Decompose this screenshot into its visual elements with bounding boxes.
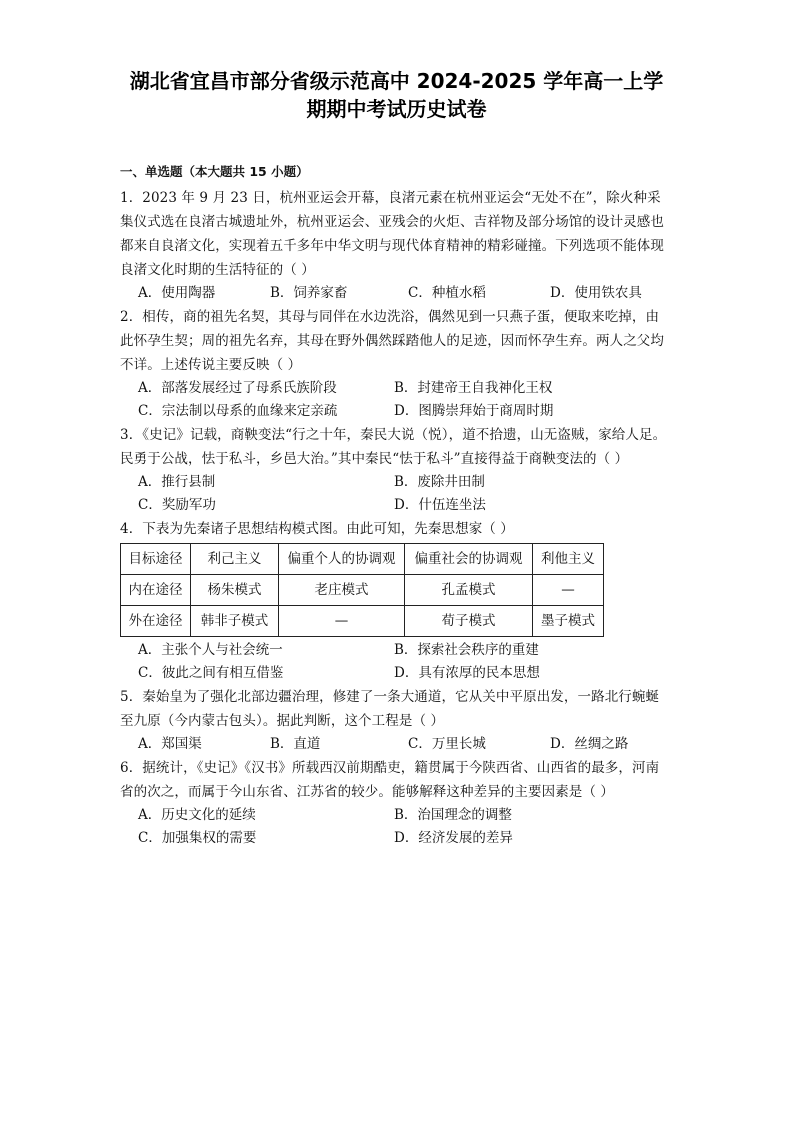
question-6 bbox=[120, 756, 672, 850]
option-d: D．经济发展的差异 bbox=[394, 830, 513, 846]
exam-title-line1: 湖北省宜昌市部分省级示范高中 2024-2025 学年高一上学 bbox=[129, 69, 664, 93]
table-cell: 内在途径 bbox=[121, 575, 191, 606]
question-stem: 3．《史记》记载，商鞅变法“行之十年，秦民大说（悦），道不拾遗，山无盗贼，家给人足。民勇于公战，怯于私斗，乡邑大治。”其中秦民“怯于私斗”直接得益于商鞅变法的（ ） bbox=[120, 427, 667, 467]
question-stem: 5．秦始皇为了强化北部边疆治理，修建了一条大通道，它从关中平原出发，一路北行蜿蜒至九原（今内蒙古包头）。据此判断，这个工程是（ ） bbox=[120, 689, 660, 729]
table-cell: 孔孟模式 bbox=[405, 575, 533, 606]
question-2 bbox=[120, 305, 672, 423]
option-c: C．加强集权的需要 bbox=[138, 830, 257, 846]
option-c: C．种植水稻 bbox=[408, 285, 486, 301]
table-cell: — bbox=[533, 575, 604, 606]
option-d: D．具有浓厚的民本思想 bbox=[394, 665, 540, 681]
question-stem: 6．据统计，《史记》《汉书》所载西汉前期酷吏，籍贯属于今陕西省、山西省的最多，河南省的次之，而属于今山东省、江苏省的较少。能够解释这种差异的主要因素是（ ） bbox=[120, 760, 660, 800]
question-stem: 2．相传，商的祖先名契，其母与同伴在水边洗浴，偶然见到一只燕子蛋，便取来吃掉，由此怀孕生契；周的祖先名弃，其母在野外偶然踩踏他人的足迹，因而怀孕生弃。两人之父均不详。上述传说主要反映（ ） bbox=[120, 309, 664, 373]
option-a: A．主张个人与社会统一 bbox=[138, 642, 283, 658]
option-d: D．图腾崇拜始于商周时期 bbox=[394, 403, 554, 419]
option-list bbox=[120, 282, 672, 305]
table-header-cell: 偏重社会的协调观 bbox=[405, 544, 533, 575]
option-c: C．奖励军功 bbox=[138, 497, 216, 513]
table-header-cell: 利己主义 bbox=[191, 544, 279, 575]
option-b: B．封建帝王自我神化王权 bbox=[394, 380, 553, 396]
table-header-row bbox=[121, 544, 604, 575]
exam-title-line2: 期期中考试历史试卷 bbox=[306, 97, 487, 121]
questions-container bbox=[120, 186, 672, 850]
table-row bbox=[121, 575, 604, 606]
question-5 bbox=[120, 685, 672, 756]
table-cell: 杨朱模式 bbox=[191, 575, 279, 606]
option-c: C．万里长城 bbox=[408, 736, 486, 752]
option-c: C．彼此之间有相互借鉴 bbox=[138, 665, 284, 681]
option-a: A．历史文化的延续 bbox=[138, 807, 256, 823]
option-a: A．推行县制 bbox=[138, 474, 216, 490]
table-cell: 老庄模式 bbox=[279, 575, 405, 606]
option-b: B．探索社会秩序的重建 bbox=[394, 642, 539, 658]
option-b: B．治国理念的调整 bbox=[394, 807, 512, 823]
option-d: D．丝绸之路 bbox=[550, 736, 629, 752]
option-a: A．郑国渠 bbox=[138, 736, 202, 752]
question-1 bbox=[120, 186, 672, 305]
option-c: C．宗法制以母系的血缘来定亲疏 bbox=[138, 403, 338, 419]
option-list bbox=[120, 471, 672, 517]
table-cell: 墨子模式 bbox=[533, 606, 604, 637]
table-header-cell: 利他主义 bbox=[533, 544, 604, 575]
section-heading: 一、单选题（本大题共 15 小题） bbox=[120, 164, 309, 179]
option-list bbox=[120, 804, 672, 850]
option-d: D．使用铁农具 bbox=[550, 285, 642, 301]
table-row bbox=[121, 606, 604, 637]
option-list bbox=[120, 377, 672, 423]
option-b: B．饲养家畜 bbox=[270, 285, 348, 301]
option-b: B．直道 bbox=[270, 736, 321, 752]
option-list bbox=[120, 639, 672, 685]
option-a: A．使用陶器 bbox=[138, 285, 216, 301]
question-stem: 4．下表为先秦诸子思想结构模式图。由此可知，先秦思想家（ ） bbox=[120, 521, 514, 537]
question-4 bbox=[120, 517, 672, 685]
table-cell: 荀子模式 bbox=[405, 606, 533, 637]
table-cell: 韩非子模式 bbox=[191, 606, 279, 637]
option-list bbox=[120, 733, 672, 756]
option-b: B．废除井田制 bbox=[394, 474, 485, 490]
option-d: D．什伍连坐法 bbox=[394, 497, 486, 513]
table-cell: 外在途径 bbox=[121, 606, 191, 637]
table-cell: — bbox=[279, 606, 405, 637]
thought-model-table bbox=[120, 543, 604, 637]
question-stem: 1．2023 年 9 月 23 日，杭州亚运会开幕，良渚元素在杭州亚运会“无处不在”，除火种采集仪式选在良渚古城遗址外，杭州亚运会、亚残会的火炬、吉祥物及部分场馆的设计灵感也都来自良渚文化，实现着五千多年中华文明与现代体育精神的精彩碰撞。下列选项不能体现良渚文化时期的生活特征的（ ） bbox=[120, 190, 664, 278]
option-a: A．部落发展经过了母系氏族阶段 bbox=[138, 380, 337, 396]
table-header-cell: 目标途径 bbox=[121, 544, 191, 575]
question-3 bbox=[120, 423, 672, 517]
table-header-cell: 偏重个人的协调观 bbox=[279, 544, 405, 575]
